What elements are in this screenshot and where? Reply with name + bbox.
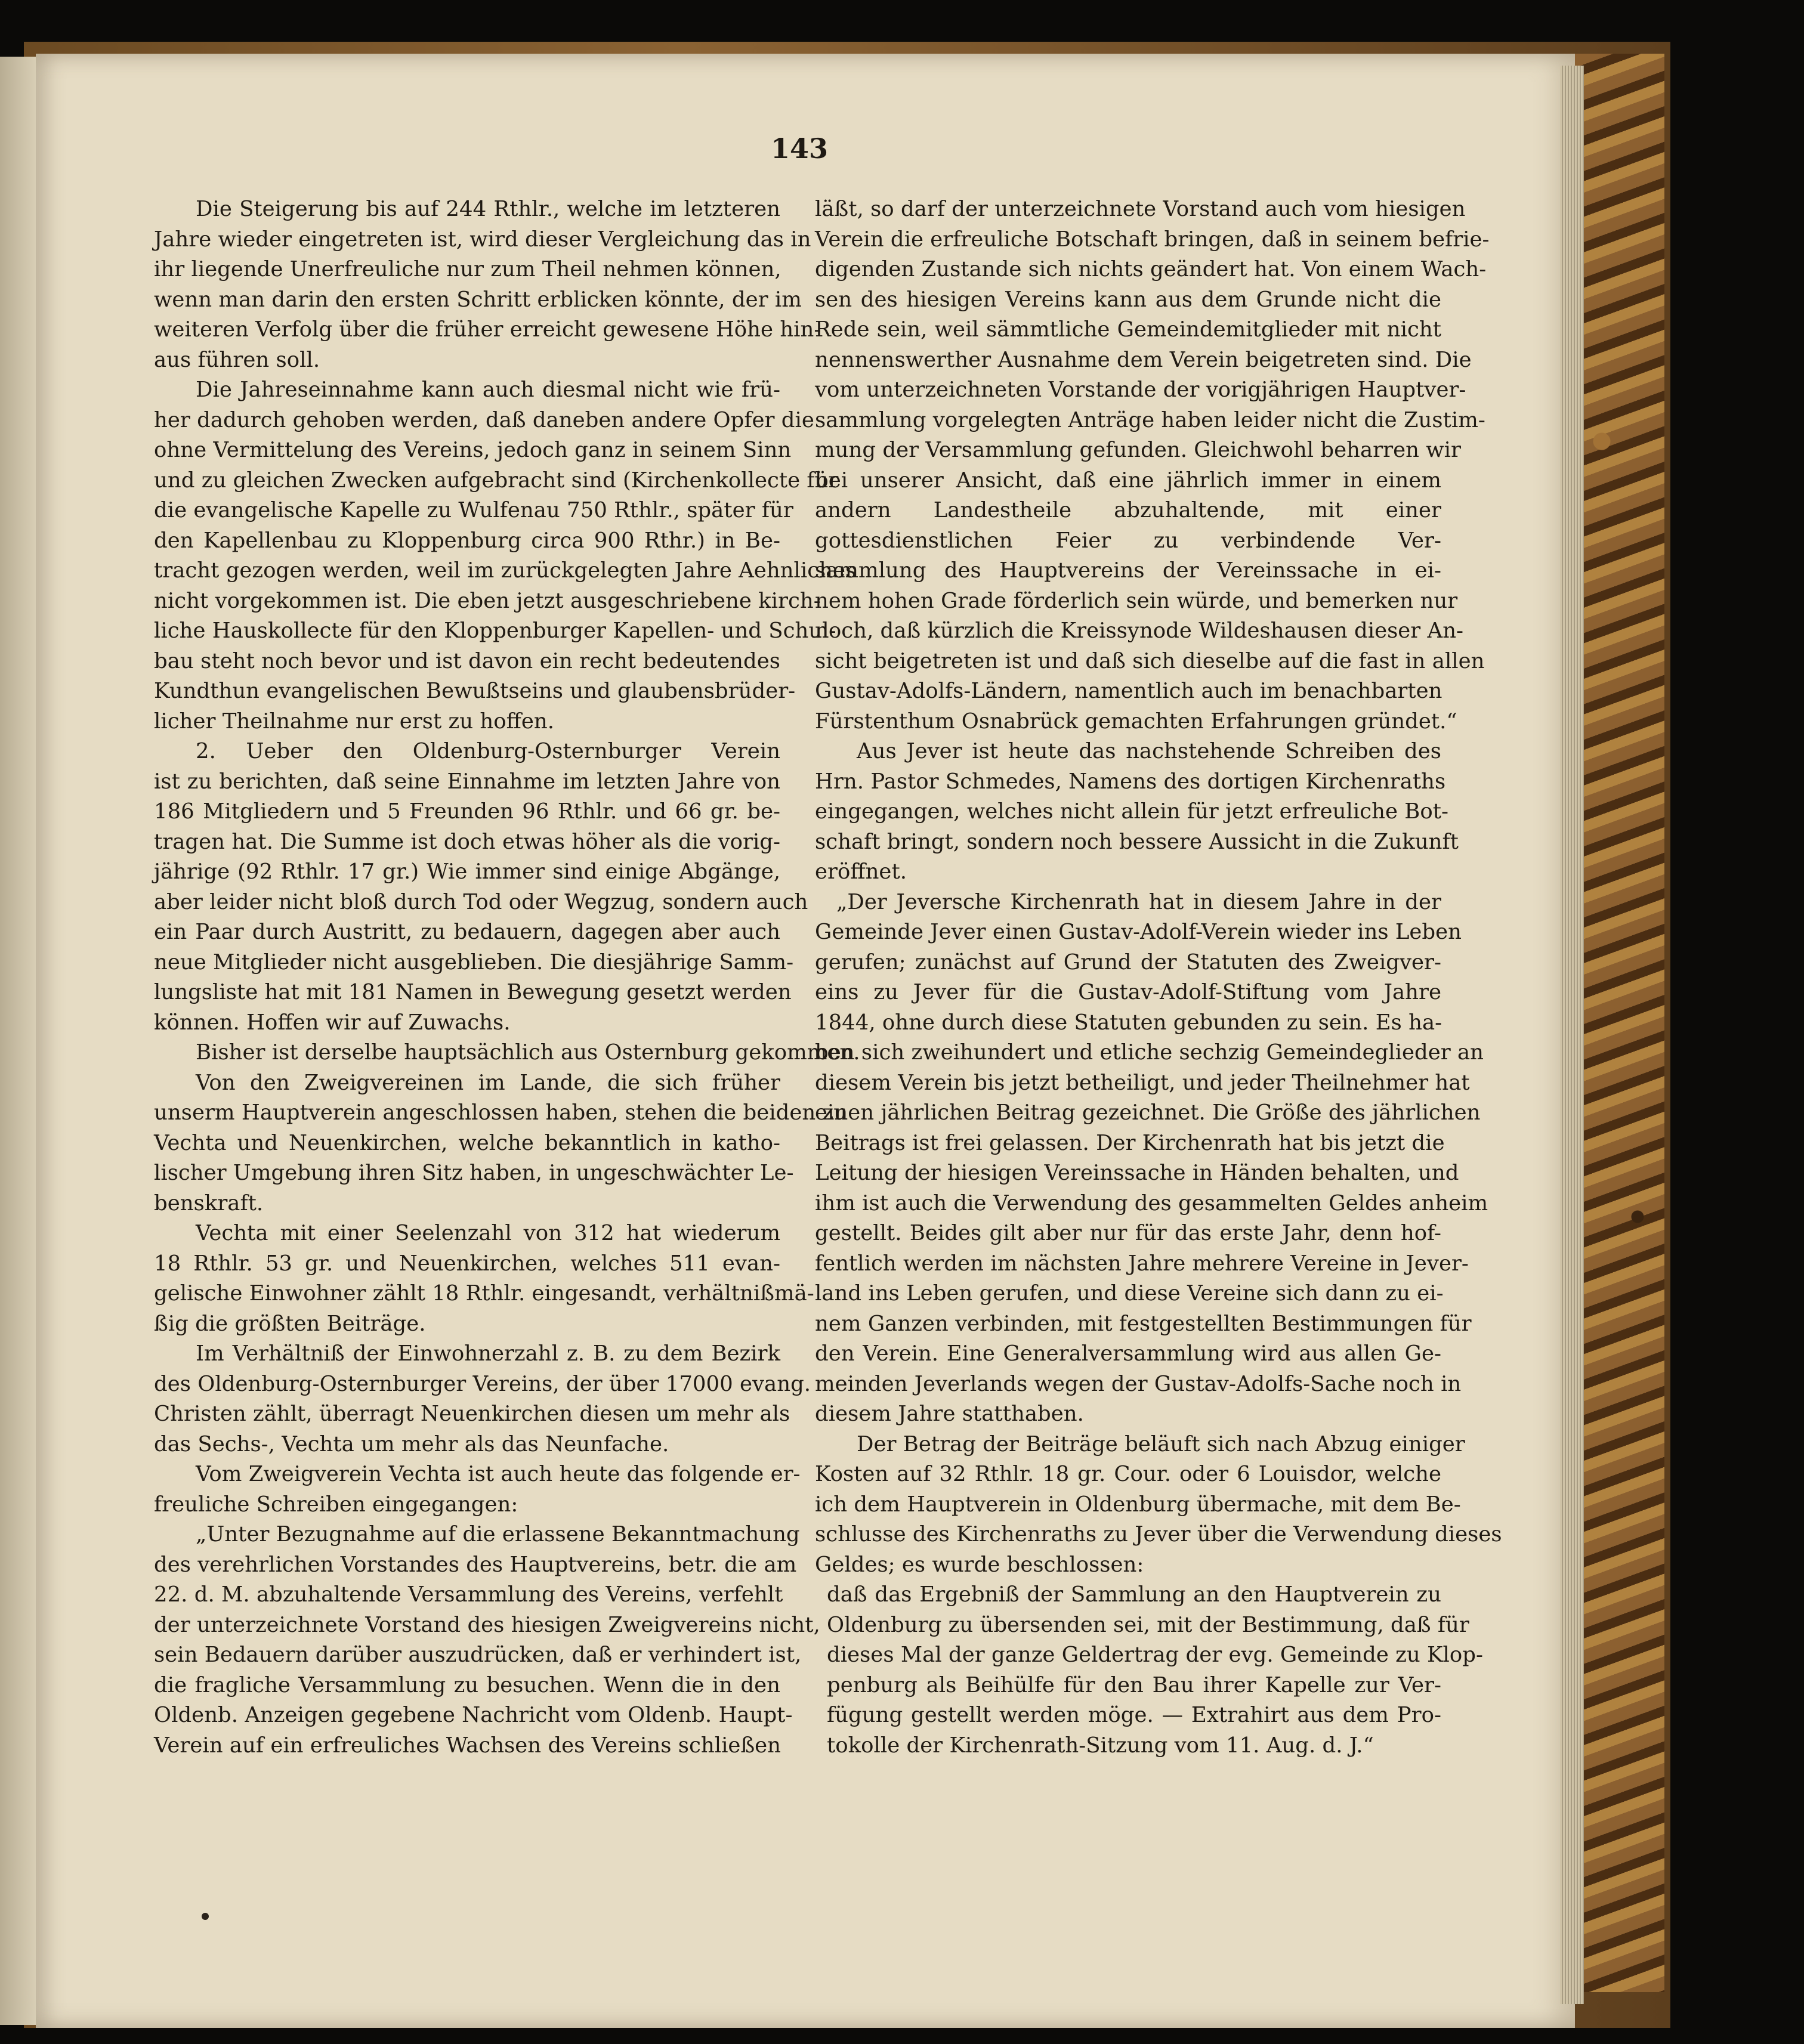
left-column-line: Von den Zweigvereinen im Lande, die sich früher bbox=[196, 1070, 780, 1095]
left-column-line: licher Theilnahme nur erst zu hoffen. bbox=[154, 709, 555, 734]
right-column-line: gestellt. Beides gilt aber nur für das erste Jahr, denn hof- bbox=[815, 1221, 1441, 1245]
right-column-line: daß das Ergebniß der Sammlung an den Hauptverein zu bbox=[827, 1582, 1441, 1607]
right-column-line: diesem Verein bis jetzt betheiligt, und jeder Theilnehmer hat bbox=[815, 1070, 1470, 1095]
left-column-line: lischer Umgebung ihren Sitz haben, in ungeschwächter Le- bbox=[154, 1161, 794, 1185]
right-column-line: Rede sein, weil sämmtliche Gemeindemitglieder mit nicht bbox=[815, 317, 1441, 342]
left-column-line: Vom Zweigverein Vechta ist auch heute das folgende er- bbox=[196, 1462, 801, 1486]
left-column-line: freuliche Schreiben eingegangen: bbox=[154, 1492, 518, 1517]
right-column-line: Der Betrag der Beiträge beläuft sich nach Abzug einiger bbox=[857, 1431, 1465, 1457]
right-column-line: fentlich werden im nächsten Jahre mehrere Vereine in Jever- bbox=[815, 1251, 1469, 1276]
left-column-line: weiteren Verfolg über die früher erreicht gewesene Höhe hin- bbox=[154, 317, 821, 342]
left-column-line: lungsliste hat mit 181 Namen in Bewegung gesetzt werden bbox=[154, 980, 792, 1004]
right-column-line: meinden Jeverlands wegen der Gustav-Adolfs-Sache noch in bbox=[815, 1371, 1462, 1396]
left-column-line: 186 Mitgliedern und 5 Freunden 96 Rthlr. und 66 gr. be- bbox=[154, 799, 780, 824]
right-column-line: dieses Mal der ganze Geldertrag der evg. Gemeinde zu Klop- bbox=[827, 1643, 1483, 1667]
right-column-line: Hrn. Pastor Schmedes, Namens des dortigen Kirchenraths bbox=[815, 769, 1446, 794]
right-column-line: Beitrags ist frei gelassen. Der Kirchenrath hat bis jetzt die bbox=[815, 1130, 1445, 1155]
right-column-line: bei unserer Ansicht, daß eine jährlich immer in einem bbox=[815, 468, 1441, 493]
right-column-line: schlusse des Kirchenraths zu Jever über die Verwendung dieses bbox=[815, 1522, 1502, 1547]
left-column-line: ßig die größten Beiträge. bbox=[154, 1311, 426, 1336]
left-column-line: Vechta und Neuenkirchen, welche bekanntlich in katho- bbox=[154, 1130, 780, 1155]
right-column-line: den Verein. Eine Generalversammlung wird aus allen Ge- bbox=[815, 1341, 1441, 1366]
left-column-line: Bisher ist derselbe hauptsächlich aus Osternburg gekommen. bbox=[196, 1040, 860, 1065]
right-column-line: diesem Jahre statthaben. bbox=[815, 1402, 1084, 1426]
right-column-line: nem Ganzen verbinden, mit festgestellten Bestimmungen für bbox=[815, 1311, 1472, 1336]
right-column-line: Kosten auf 32 Rthlr. 18 gr. Cour. oder 6 Louisdor, welche bbox=[815, 1462, 1441, 1486]
left-column-line: nicht vorgekommen ist. Die eben jetzt ausgeschriebene kirch- bbox=[154, 588, 821, 613]
ink-dot bbox=[202, 1913, 209, 1920]
left-column-line: Jahre wieder eingetreten ist, wird dieser Vergleichung das in bbox=[154, 227, 811, 252]
left-column-line: Verein auf ein erfreuliches Wachsen des Vereins schließen bbox=[154, 1733, 781, 1758]
right-column-line: schaft bringt, sondern noch bessere Aussicht in die Zukunft bbox=[815, 829, 1459, 854]
left-text-column bbox=[154, 194, 860, 1761]
left-column-line: unserm Hauptverein angeschlossen haben, stehen die beiden zu bbox=[154, 1100, 848, 1125]
left-column-line: 18 Rthlr. 53 gr. und Neuenkirchen, welches 511 evan- bbox=[154, 1251, 780, 1276]
right-column-line: ich dem Hauptverein in Oldenburg übermache, mit dem Be- bbox=[815, 1492, 1461, 1517]
right-column-line: Gemeinde Jever einen Gustav-Adolf-Verein wieder ins Leben bbox=[815, 920, 1462, 944]
right-column-line: Oldenburg zu übersenden sei, mit der Bestimmung, daß für bbox=[827, 1612, 1469, 1637]
left-column-line: ein Paar durch Austritt, zu bedauern, dagegen aber auch bbox=[154, 920, 780, 944]
right-column-line: Geldes; es wurde beschlossen: bbox=[815, 1552, 1144, 1577]
left-column-line: ohne Vermittelung des Vereins, jedoch ganz in seinem Sinn bbox=[154, 438, 792, 462]
left-column-line: neue Mitglieder nicht ausgeblieben. Die diesjährige Samm- bbox=[154, 950, 794, 975]
left-column-line: 22. d. M. abzuhaltende Versammlung des Vereins, verfehlt bbox=[154, 1582, 783, 1607]
left-column-line: Kundthun evangelischen Bewußtseins und glaubensbrüder- bbox=[154, 679, 796, 703]
right-column-line: sammlung vorgelegten Anträge haben leider nicht die Zustim- bbox=[815, 407, 1485, 432]
right-column-line: eins zu Jever für die Gustav-Adolf-Stiftung vom Jahre bbox=[815, 980, 1441, 1004]
right-column-line: Aus Jever ist heute das nachstehende Schreiben des bbox=[857, 739, 1441, 763]
right-column-line: fügung gestellt werden möge. — Extrahirt aus dem Pro- bbox=[827, 1703, 1441, 1727]
right-column-line: digenden Zustande sich nichts geändert hat. Von einem Wach- bbox=[815, 257, 1487, 282]
left-column-line: Oldenb. Anzeigen gegebene Nachricht vom Oldenb. Haupt- bbox=[154, 1703, 793, 1727]
left-column-line: der unterzeichnete Vorstand des hiesigen Zweigvereins nicht, bbox=[154, 1612, 820, 1637]
right-column-line: sen des hiesigen Vereins kann aus dem Grunde nicht die bbox=[815, 287, 1441, 312]
left-column-line: benskraft. bbox=[154, 1190, 264, 1216]
left-column-line: ist zu berichten, daß seine Einnahme im letzten Jahre von bbox=[154, 769, 780, 794]
left-column-line: tracht gezogen werden, weil im zurückgelegten Jahre Aehnliches bbox=[154, 558, 857, 583]
right-column-line: vom unterzeichneten Vorstande der vorigjährigen Hauptver- bbox=[815, 378, 1466, 402]
right-column-line: einen jährlichen Beitrag gezeichnet. Die Größe des jährlichen bbox=[815, 1100, 1481, 1125]
right-column-line: mung der Versammlung gefunden. Gleichwohl beharren wir bbox=[815, 438, 1461, 462]
left-column-line: Christen zählt, überragt Neuenkirchen diesen um mehr als bbox=[154, 1402, 790, 1426]
left-column-line: des verehrlichen Vorstandes des Hauptvereins, betr. die am bbox=[154, 1552, 797, 1577]
left-column-line: wenn man darin den ersten Schritt erblicken könnte, der im bbox=[154, 287, 802, 312]
left-column-line: Die Steigerung bis auf 244 Rthlr., welche im letzteren bbox=[196, 197, 780, 221]
right-column-line: Leitung der hiesigen Vereinssache in Händen behalten, und bbox=[815, 1161, 1459, 1185]
right-text-column bbox=[815, 194, 1502, 1761]
left-column-line: her dadurch gehoben werden, daß daneben andere Opfer die bbox=[154, 407, 814, 432]
right-column-line: läßt, so darf der unterzeichnete Vorstand auch vom hiesigen bbox=[815, 197, 1466, 221]
left-column-line: tragen hat. Die Summe ist doch etwas höher als die vorig- bbox=[154, 829, 780, 854]
left-column-line: jährige (92 Rthlr. 17 gr.) Wie immer sind einige Abgänge, bbox=[154, 859, 780, 884]
marbled-cover-edge bbox=[1575, 54, 1664, 1992]
right-column-line: sammlung des Hauptvereins der Vereinssache in ei- bbox=[815, 558, 1441, 583]
left-column-line: die evangelische Kapelle zu Wulfenau 750 Rthlr., später für bbox=[154, 498, 793, 522]
right-column-line: Gustav-Adolfs-Ländern, namentlich auch im benachbarten bbox=[815, 679, 1442, 703]
right-column-line: ihm ist auch die Verwendung des gesammelten Geldes anheim bbox=[815, 1190, 1488, 1216]
right-column-line: nennenswerther Ausnahme dem Verein beigetreten sind. Die bbox=[815, 347, 1472, 372]
right-column-line: tokolle der Kirchenrath-Sitzung vom 11. Aug. d. J.“ bbox=[827, 1733, 1374, 1758]
right-column-line: „Der Jeversche Kirchenrath hat in diesem Jahre in der bbox=[836, 889, 1441, 914]
right-column-line: land ins Leben gerufen, und diese Vereine sich dann zu ei- bbox=[815, 1281, 1444, 1306]
right-column-line: nem hohen Grade förderlich sein würde, und bemerken nur bbox=[815, 588, 1458, 613]
right-column-line: Fürstenthum Osnabrück gemachten Erfahrungen gründet.“ bbox=[815, 709, 1457, 734]
right-column-line: 1844, ohne durch diese Statuten gebunden zu sein. Es ha- bbox=[815, 1010, 1442, 1035]
left-column-line: Im Verhältniß der Einwohnerzahl z. B. zu dem Bezirk bbox=[196, 1341, 780, 1366]
left-column-line: aber leider nicht bloß durch Tod oder Wegzug, sondern auch bbox=[154, 889, 808, 914]
left-column-line: „Unter Bezugnahme auf die erlassene Bekanntmachung bbox=[196, 1522, 800, 1547]
left-column-line: des Oldenburg-Osternburger Vereins, der über 17000 evang. bbox=[154, 1371, 811, 1396]
right-column-line: noch, daß kürzlich die Kreissynode Wildeshausen dieser An- bbox=[815, 619, 1464, 643]
left-column-line: Die Jahreseinnahme kann auch diesmal nicht wie frü- bbox=[196, 378, 780, 402]
right-column-line: eingegangen, welches nicht allein für jetzt erfreuliche Bot- bbox=[815, 799, 1449, 824]
left-column-line: den Kapellenbau zu Kloppenburg circa 900 Rthr.) in Be- bbox=[154, 528, 780, 553]
left-column-line: und zu gleichen Zwecken aufgebracht sind (Kirchenkollecte für bbox=[154, 468, 839, 493]
right-column-line: ben sich zweihundert und etliche sechzig Gemeindeglieder an bbox=[815, 1040, 1484, 1065]
right-column-line: Verein die erfreuliche Botschaft bringen, daß in seinem befrie- bbox=[815, 227, 1490, 252]
left-column-line: das Sechs-, Vechta um mehr als das Neunfache. bbox=[154, 1431, 669, 1457]
page-number: 143 bbox=[770, 132, 829, 165]
page-stack-edges bbox=[1560, 66, 1584, 2004]
left-column-line: sein Bedauern darüber auszudrücken, daß er verhindert ist, bbox=[154, 1643, 802, 1667]
left-column-line: aus führen soll. bbox=[154, 347, 320, 372]
facing-page-edge bbox=[0, 57, 37, 2025]
right-column-line: gerufen; zunächst auf Grund der Statuten des Zweigver- bbox=[815, 950, 1441, 975]
right-column-line: sicht beigetreten ist und daß sich dieselbe auf die fast in allen bbox=[815, 648, 1485, 673]
left-column-line: liche Hauskollecte für den Kloppenburger Kapellen- und Schul- bbox=[154, 619, 836, 643]
right-column-line: andern Landestheile abzuhaltende, mit einer bbox=[815, 498, 1441, 522]
left-column-line: ihr liegende Unerfreuliche nur zum Theil nehmen können, bbox=[154, 257, 781, 282]
left-column-line: können. Hoffen wir auf Zuwachs. bbox=[154, 1010, 511, 1035]
left-column-line: die fragliche Versammlung zu besuchen. Wenn die in den bbox=[154, 1672, 780, 1697]
left-column-line: 2. Ueber den Oldenburg-Osternburger Verein bbox=[196, 739, 780, 763]
left-column-line: Vechta mit einer Seelenzahl von 312 hat wiederum bbox=[196, 1221, 780, 1245]
left-column-line: bau steht noch bevor und ist davon ein recht bedeutendes bbox=[154, 648, 780, 673]
left-column-line: gelische Einwohner zählt 18 Rthlr. eingesandt, verhältnißmä- bbox=[154, 1281, 814, 1306]
right-column-line: gottesdienstlichen Feier zu verbindende Ver- bbox=[815, 528, 1441, 553]
right-column-line: penburg als Beihülfe für den Bau ihrer Kapelle zur Ver- bbox=[827, 1672, 1441, 1697]
right-column-line: eröffnet. bbox=[815, 859, 907, 884]
